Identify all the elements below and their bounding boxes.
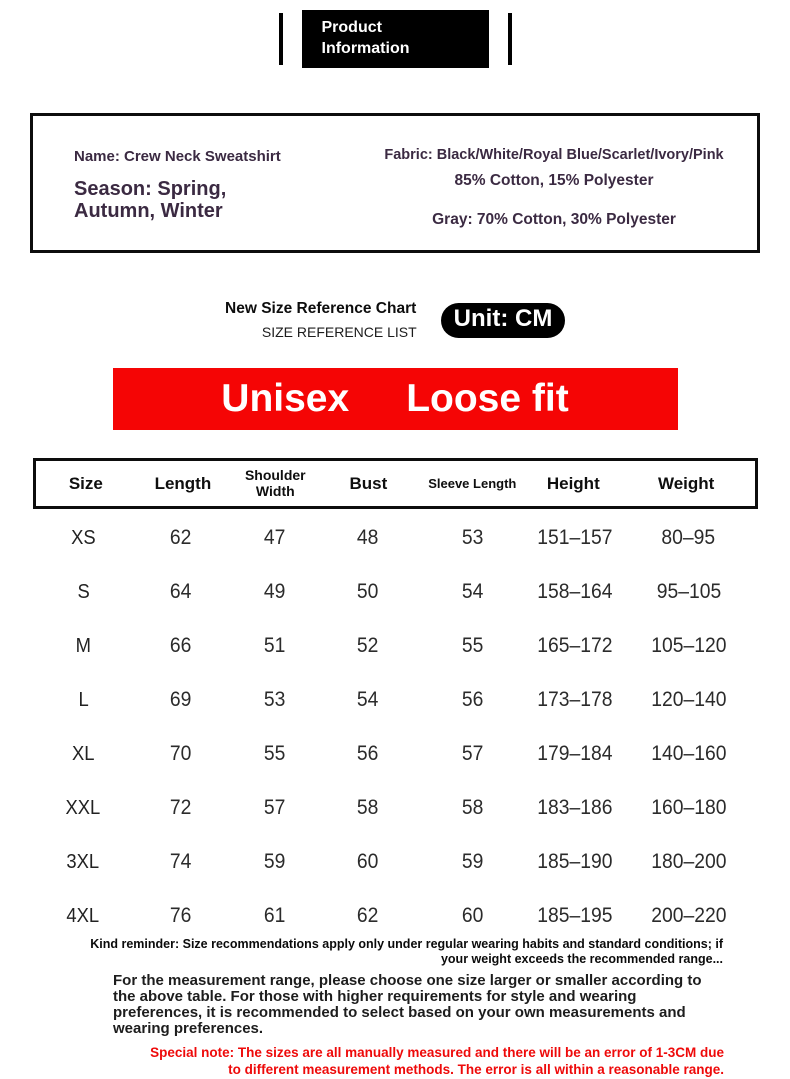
- fit-banner-loose-fit-label: Loose fit: [406, 377, 569, 420]
- table-cell-length: 74: [170, 850, 192, 873]
- table-row: [33, 511, 758, 565]
- product-info-box: [30, 113, 760, 253]
- product-info-right: [363, 116, 757, 250]
- product-composition: 85% Cotton, 15% Polyester: [454, 172, 654, 189]
- size-table: [33, 458, 758, 943]
- table-cell-shoulder-width: 49: [263, 580, 286, 603]
- special-note: Special note: The sizes are all manually measured and there will be an error of 1-3CM due to different measurement methods. The error is all within a reasonable range.: [150, 1045, 724, 1078]
- table-cell-shoulder-width: 53: [263, 688, 286, 711]
- table-cell-bust: 48: [357, 526, 379, 549]
- table-cell-length: 64: [170, 580, 192, 603]
- product-information-title-line1: Product: [321, 19, 382, 37]
- table-cell-size: XL: [71, 742, 95, 765]
- table-cell-length: 72: [170, 796, 192, 819]
- table-cell-bust: 58: [357, 796, 379, 819]
- table-cell-shoulder-width: 59: [263, 850, 286, 873]
- table-cell-size: L: [78, 688, 89, 711]
- table-row: [33, 565, 758, 619]
- table-cell-weight: 200–220: [650, 904, 727, 927]
- table-cell-shoulder-width: 47: [263, 526, 286, 549]
- table-cell-weight: 160–180: [650, 796, 727, 819]
- table-cell-bust: 54: [357, 688, 379, 711]
- product-season: Season: Spring, Autumn, Winter: [74, 178, 227, 222]
- table-cell-shoulder-width: 55: [263, 742, 286, 765]
- product-information-title-line2: Information: [321, 40, 410, 57]
- table-cell-height: 165–172: [537, 634, 613, 657]
- product-info-left: [33, 116, 363, 250]
- product-fabric-colors: Fabric: Black/White/Royal Blue/Scarlet/Ivory/Pink: [384, 147, 724, 163]
- table-cell-sleeve-length: 55: [462, 634, 484, 657]
- table-cell-height: 151–157: [537, 526, 613, 549]
- table-cell-weight: 105–120: [650, 634, 727, 657]
- table-cell-height: 185–195: [537, 904, 613, 927]
- table-cell-size: M: [75, 634, 91, 657]
- column-header-bust: Bust: [349, 473, 388, 493]
- table-cell-sleeve-length: 58: [462, 796, 484, 819]
- table-cell-size: XXL: [65, 796, 101, 819]
- table-cell-bust: 50: [357, 580, 379, 603]
- measurement-range-note: For the measurement range, please choose one size larger or smaller according to the above table. For those with higher requirements for style and wearing preferences, it is recommended to select based on your own measurements and wearing preferences.: [113, 971, 702, 1038]
- table-cell-sleeve-length: 54: [462, 580, 484, 603]
- table-cell-length: 66: [170, 634, 192, 657]
- table-cell-weight: 180–200: [650, 850, 727, 873]
- table-cell-bust: 56: [357, 742, 379, 765]
- table-cell-bust: 52: [357, 634, 379, 657]
- product-gray-composition: Gray: 70% Cotton, 30% Polyester: [432, 211, 676, 228]
- column-header-size: Size: [68, 473, 103, 493]
- table-row: [33, 727, 758, 781]
- product-name: Name: Crew Neck Sweatshirt: [74, 148, 281, 165]
- table-cell-size: 3XL: [66, 850, 100, 873]
- table-cell-height: 179–184: [537, 742, 613, 765]
- table-cell-length: 62: [170, 526, 192, 549]
- table-cell-sleeve-length: 53: [462, 526, 484, 549]
- table-row: [33, 781, 758, 835]
- column-header-length: Length: [154, 473, 212, 493]
- column-header-shoulder-width: Shoulder Width: [244, 466, 306, 499]
- table-cell-length: 76: [170, 904, 192, 927]
- table-cell-size: XS: [70, 526, 96, 549]
- left-divider-bar: [279, 13, 283, 65]
- column-header-weight: Weight: [657, 473, 715, 493]
- table-cell-weight: 120–140: [650, 688, 727, 711]
- size-table-header: [33, 458, 758, 509]
- table-row: [33, 673, 758, 727]
- fit-banner-unisex-label: Unisex: [221, 377, 350, 420]
- unit-cm-badge: Unit: CM: [441, 303, 566, 338]
- table-cell-bust: 62: [357, 904, 379, 927]
- size-table-body: [33, 511, 758, 943]
- table-cell-sleeve-length: 59: [462, 850, 484, 873]
- table-cell-sleeve-length: 56: [462, 688, 484, 711]
- size-reference-titles: [225, 300, 417, 340]
- table-cell-height: 183–186: [537, 796, 613, 819]
- size-reference-subtitle: SIZE REFERENCE LIST: [261, 324, 417, 340]
- table-cell-shoulder-width: 61: [263, 904, 286, 927]
- table-cell-height: 173–178: [537, 688, 613, 711]
- size-reference-title: New Size Reference Chart: [225, 300, 417, 317]
- product-information-title-box: [302, 10, 489, 68]
- size-reference-heading: [0, 295, 790, 345]
- table-cell-weight: 95–105: [656, 580, 721, 603]
- column-header-height: Height: [546, 473, 600, 493]
- table-cell-size: S: [77, 580, 90, 603]
- table-cell-sleeve-length: 60: [462, 904, 484, 927]
- table-cell-weight: 80–95: [661, 526, 716, 549]
- table-cell-weight: 140–160: [650, 742, 727, 765]
- fit-banner: [113, 368, 678, 430]
- table-cell-length: 70: [170, 742, 192, 765]
- kind-reminder-note: Kind reminder: Size recommendations apply only under regular wearing habits and standard conditions; if your weight exceeds the recommended range...: [90, 937, 723, 967]
- column-header-sleeve-length: Sleeve Length: [428, 476, 517, 491]
- right-divider-bar: [508, 13, 512, 65]
- table-cell-sleeve-length: 57: [462, 742, 484, 765]
- table-cell-length: 69: [170, 688, 192, 711]
- table-cell-shoulder-width: 51: [263, 634, 286, 657]
- table-cell-height: 158–164: [537, 580, 613, 603]
- table-row: [33, 889, 758, 943]
- product-information-banner: [0, 10, 790, 68]
- table-row: [33, 619, 758, 673]
- table-cell-bust: 60: [357, 850, 379, 873]
- table-row: [33, 835, 758, 889]
- table-cell-height: 185–190: [537, 850, 613, 873]
- table-cell-shoulder-width: 57: [263, 796, 286, 819]
- table-cell-size: 4XL: [66, 904, 100, 927]
